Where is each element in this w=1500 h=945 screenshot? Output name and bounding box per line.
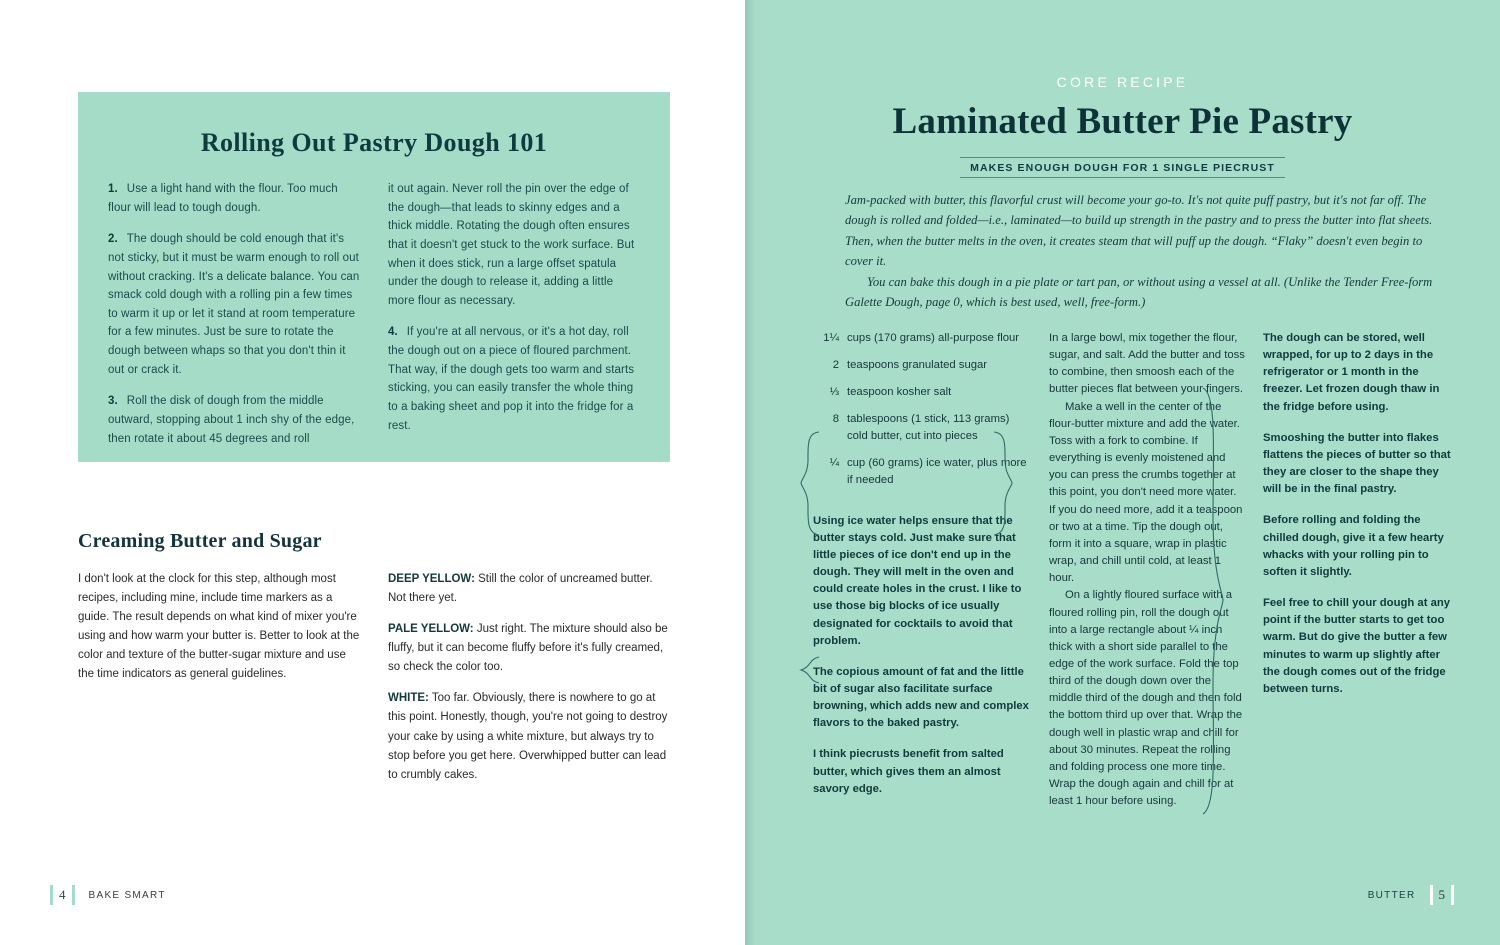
callout-column-2	[388, 180, 640, 461]
definition-text: Too far. Obviously, there is nowhere to go at this point. Honestly, though, you're not going to destroy your cake by using a white mixture, but always try to stop before you get here. Overwhipped butter can lead to crumbly cakes.	[388, 692, 668, 781]
ingredient-text: teaspoons granulated sugar	[847, 358, 988, 371]
footer-right	[1368, 887, 1454, 903]
tip-chilling: Feel free to chill your dough at any point if the butter starts to get too warm. But do give the butter a few minutes to warm up slightly after the dough comes out of the fridge between turns.	[1263, 597, 1451, 695]
paragraph: I don't look at the clock for this step, although most recipes, including mine, include time markers as a guide. The result depends on what kind of mixer you're using and how warm your butter is. Better to look at the color and texture of the butter-sugar mixture and use the time indicators as general guidelines.	[78, 573, 360, 681]
list-item-text: it out again. Never roll the pin over the edge of the dough—that leads to skinny edges and a thick middle. Rotating the dough often ensures that it doesn't get stuck to the work surface. But when it does stick, run a large offset spatula under the dough to release it, adding a little more flour as necessary.	[388, 183, 635, 307]
list-item-text: Use a light hand with the flour. Too much flour will lead to tough dough.	[108, 183, 338, 214]
page-number-left: 4	[50, 887, 75, 903]
page-number-right: 5	[1430, 887, 1455, 903]
footer-label-left: BAKE SMART	[88, 889, 166, 901]
ingredient-note-salted-butter: I think piecrusts benefit from salted butter, which gives them an almost savory edge.	[813, 748, 1004, 795]
list-item-number: 2.	[108, 233, 118, 246]
callout-box-columns	[108, 180, 640, 461]
list-item-text: The dough should be cold enough that it's not sticky, but it must be warm enough to roll out without cracking. It's a delicate balance. You can smack cold dough with a rolling pin a few times to warm it up or let it stand at room temperature for a few minutes. Just be sure to rotate the dough between whaps so that you don't thin it out or crack it.	[108, 233, 360, 376]
definition-label: DEEP YELLOW:	[388, 573, 475, 585]
ingredient-text: cup (60 grams) ice water, plus more if needed	[847, 456, 1027, 486]
definition-white	[388, 689, 670, 784]
recipe-headnote	[845, 190, 1445, 312]
right-page	[745, 0, 1500, 945]
section-column-1	[78, 570, 360, 797]
list-item-number: 4.	[388, 326, 398, 339]
instruction-step: Make a well in the center of the flour-butter mixture and add the water. Toss with a fork to combine. If everything is evenly moistened and you can press the crumbs together at this point, you don't need more water. If you do need more, add it a teaspoon or two at a time. Tip the dough out, form it into a square, wrap in plastic wrap, and chill until cold, at least 1 hour.	[1049, 400, 1243, 585]
recipe-yield: MAKES ENOUGH DOUGH FOR 1 SINGLE PIECRUST	[960, 157, 1285, 178]
tips-column	[1263, 330, 1459, 812]
recipe-columns	[813, 330, 1473, 812]
ingredient-row-ice-water	[813, 455, 1031, 489]
list-item	[108, 180, 360, 217]
ingredient-note-ice-water: Using ice water helps ensure that the butter stays cold. Just make sure that little pieces of ice don't end up in the dough. They will melt in the oven and could create holes in the crust. I like to use those big blocks of ice usually designated for cocktails to avoid that problem.	[813, 514, 1022, 647]
page-gutter-shadow	[745, 0, 755, 945]
definition-text: Still the color of uncreamed butter. Not there yet.	[388, 573, 653, 605]
definition-label: WHITE:	[388, 692, 429, 705]
recipe-yield-bar	[745, 157, 1500, 178]
ingredient-amount: ⅓	[829, 385, 839, 398]
ingredient-text: tablespoons (1 stick, 113 grams) cold butter, cut into pieces	[847, 412, 1010, 442]
left-page	[0, 0, 745, 945]
callout-box-title: Rolling Out Pastry Dough 101	[200, 128, 548, 157]
footer-left	[50, 887, 166, 903]
list-item-number: 1.	[108, 183, 118, 195]
ingredient-note-fat-sugar: The copious amount of fat and the little bit of sugar also facilitate surface browning, which adds new and complex flavors to the baked pastry.	[813, 665, 1029, 730]
list-item	[108, 230, 360, 379]
ingredient-amount: 2	[832, 358, 839, 371]
footer-label-right: BUTTER	[1367, 889, 1416, 901]
headnote-paragraph: Jam-packed with butter, this flavorful crust will become your go-to. It's not quite puff pastry, but it's not far off. The dough is rolled and folded—i.e., laminated—to build up strength in the pastry and to press the butter into flat sheets. Then, when the butter melts in the oven, it creates steam that will puff up the dough. “Flaky” doesn't even begin to cover it.	[845, 193, 1433, 269]
instruction-step: In a large bowl, mix together the flour, sugar, and salt. Add the butter and toss to combine, then smoosh each of the butter pieces flat between your fingers.	[1049, 332, 1245, 396]
ingredient-text: cups (170 grams) all-purpose flour	[847, 332, 1020, 344]
definition-deep-yellow	[388, 570, 670, 608]
ingredient-row	[813, 330, 1031, 347]
callout-box-rolling-out-pastry	[78, 92, 670, 462]
ingredient-amount: ¼	[829, 456, 839, 469]
definition-text: Just right. The mixture should also be fluffy, but it can become fluffy before it's fully creamed, so check the color too.	[388, 623, 668, 674]
tip-storage: The dough can be stored, well wrapped, for up to 2 days in the refrigerator or 1 month in the freezer. Let frozen dough thaw in the fridge before using.	[1263, 332, 1440, 413]
section-columns	[78, 570, 670, 797]
recipe-kicker: CORE RECIPE	[1056, 74, 1189, 90]
ingredient-amount: 8	[832, 412, 839, 425]
callout-column-1	[108, 180, 360, 461]
list-item	[388, 323, 640, 435]
ingredient-text: teaspoon kosher salt	[847, 385, 952, 398]
instructions-column	[1049, 330, 1245, 812]
list-item-text: If you're at all nervous, or it's a hot day, roll the dough out on a piece of floured parchment. That way, if the dough gets too warm and starts sticking, you can easily transfer the whole thing to a baking sheet and pop it into the fridge for a rest.	[388, 326, 635, 432]
instruction-step: On a lightly floured surface with a floured rolling pin, roll the dough out into a large rectangle about ¼ inch thick with a short side parallel to the edge of the work surface. Fold the top third of the dough down over the middle third of the dough and then fold the bottom third up over that. Wrap the dough well in plastic wrap and chill for about 30 minutes. Repeat the rolling and folding process one more time. Wrap the dough again and chill for at least 1 hour before using.	[1049, 589, 1243, 808]
tip-whacks: Before rolling and folding the chilled dough, give it a few hearty whacks with your rolling pin to soften it slightly.	[1263, 514, 1444, 578]
ingredient-row	[813, 384, 1031, 401]
list-item-text: Roll the disk of dough from the middle outward, stopping about 1 inch shy of the edge, then rotate it about 45 degrees and roll	[108, 395, 355, 445]
ingredient-amount: 1¼	[823, 332, 839, 344]
headnote-paragraph: You can bake this dough in a pie plate or tart pan, or without using a vessel at all. (Unlike the Tender Free-form Galette Dough, page 0, which is best used, well, free-form.)	[845, 274, 1433, 309]
list-item-continued	[388, 180, 640, 310]
section-column-2	[388, 570, 670, 797]
ingredients-column	[813, 330, 1031, 812]
definition-pale-yellow	[388, 620, 670, 677]
section-title-creaming-butter-and-sugar: Creaming Butter and Sugar	[78, 530, 322, 552]
definition-label: PALE YELLOW:	[388, 623, 474, 636]
ingredient-row	[813, 357, 1031, 374]
recipe-title: Laminated Butter Pie Pastry	[892, 101, 1353, 142]
list-item-number: 3.	[108, 395, 118, 408]
list-item	[108, 392, 360, 448]
ingredient-row-butter	[813, 411, 1031, 445]
tip-smooshing: Smooshing the butter into flakes flattens the pieces of butter so that they are closer to the shape they will be in the final pastry.	[1263, 431, 1451, 496]
